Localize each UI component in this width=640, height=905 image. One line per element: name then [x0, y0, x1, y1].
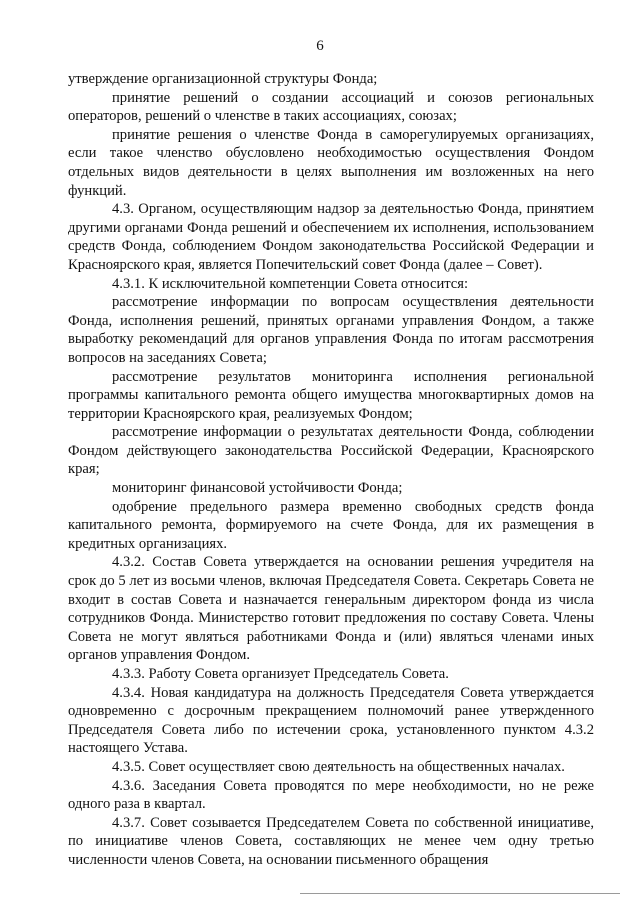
paragraph-4-3-5: 4.3.5. Совет осуществляет свою деятельность на общественных началах.: [112, 758, 565, 775]
paragraph-approve-structure: утверждение организационной структуры Фонда;: [68, 71, 378, 87]
paragraph-financial-monitoring: мониторинг финансовой устойчивости Фонда;: [112, 480, 403, 497]
page-number: 6: [316, 38, 324, 54]
paragraph-4-3-7: 4.3.7. Совет созывается Председателем Совета по собственной инициативе, по инициативе членов Совета, составляющих не менее чем одну третью численности членов Совета, на основании письменного обращения: [68, 814, 594, 868]
paragraph-associations: принятие решений о создании ассоциаций и союзов региональных операторов, решений о членстве в таких ассоциациях, союзах;: [68, 89, 594, 125]
paragraph-4-3-1: 4.3.1. К исключительной компетенции Совета относится:: [112, 275, 469, 292]
paragraph-4-3-6: 4.3.6. Заседания Совета проводятся по мере необходимости, но не реже одного раза в квартал.: [68, 777, 594, 813]
paragraph-4-3-3: 4.3.3. Работу Совета организует Председатель Совета.: [112, 666, 449, 682]
paragraph-4-3: 4.3. Органом, осуществляющим надзор за деятельностью Фонда, принятием другими органами Фонда решений и обеспечением их исполнения, использованием средств Фонда, соблюдением Фондом законодательства Российской Федерации и Красноярского края, является Попечительский совет Фонда (далее – Совет).: [68, 201, 594, 273]
paragraph-review-monitoring: рассмотрение результатов мониторинга исполнения региональной программы капитального ремонта общего имущества многоквартирных домов на территории Красноярского края, реализуемых Фондом;: [68, 368, 594, 422]
paragraph-review-results: рассмотрение информации о результатах деятельности Фонда, соблюдении Фондом действующего законодательства Российской Федерации, Красноярского края;: [68, 424, 594, 478]
document-body: [68, 70, 594, 870]
paragraph-approve-limit: одобрение предельного размера временно свободных средств фонда капитального ремонта, формируемого на счете Фонда, для их размещения в кредитных организациях.: [68, 498, 594, 552]
paragraph-4-3-4: 4.3.4. Новая кандидатура на должность Председателя Совета утверждается одновременно с досрочным прекращением полномочий ранее утвержденного Председателя Совета либо по истечении срока, установленного пунктом 4.3.2 настоящего Устава.: [68, 684, 594, 757]
paragraph-sro-membership: принятие решения о членстве Фонда в саморегулируемых организациях, если такое членство обусловлено необходимостью осуществления Фондом отдельных видов деятельности в целях выполнения им возложенных на него функций.: [68, 126, 594, 199]
paragraph-4-3-2: 4.3.2. Состав Совета утверждается на основании решения учредителя на срок до 5 лет из восьми членов, включая Председателя Совета. Секретарь Совета не входит в состав Совета и назначается генеральным директором фонда из числа сотрудников Фонда. Министерство готовит предложения по составу Совета. Члены Совета не могут являться работниками Фонда и (или) являться членами иных органов управления Фондом.: [68, 554, 594, 664]
paragraph-review-information: рассмотрение информации по вопросам осуществления деятельности Фонда, исполнения решений, принятых органами управления Фондом, а также выработку рекомендаций для органов управления Фонда по итогам рассмотрения вопросов на заседаниях Совета;: [68, 294, 594, 366]
scan-edge-divider: [300, 893, 620, 894]
